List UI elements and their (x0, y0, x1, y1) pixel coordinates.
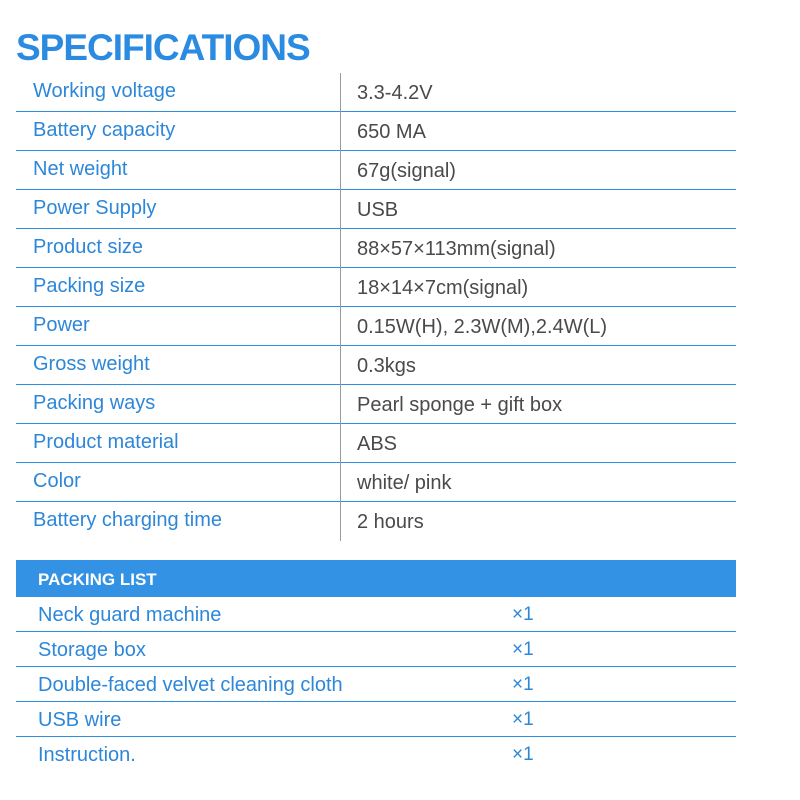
packing-item-qty: ×1 (512, 744, 534, 765)
packing-row (16, 667, 736, 702)
spec-value: 3.3-4.2V (357, 82, 433, 104)
packing-row (16, 702, 736, 737)
spec-row (16, 190, 736, 229)
spec-row (16, 268, 736, 307)
spec-value: 88×57×113mm(signal) (357, 238, 556, 260)
packing-row (16, 737, 736, 772)
column-divider (340, 73, 341, 541)
spec-value: 0.15W(H), 2.3W(M),2.4W(L) (357, 316, 608, 338)
spec-value: ABS (357, 433, 398, 455)
packing-row (16, 632, 736, 667)
spec-row (16, 424, 736, 463)
spec-value: white/ pink (357, 472, 452, 494)
spec-label: Working voltage (33, 80, 177, 102)
spec-row (16, 151, 736, 190)
specifications-table (16, 73, 736, 541)
spec-label: Packing size (33, 275, 146, 297)
spec-label: Packing ways (33, 392, 156, 414)
packing-item-name: Storage box (38, 639, 146, 661)
packing-list-header (16, 560, 736, 597)
spec-label: Gross weight (33, 353, 150, 375)
spec-value: 0.3kgs (357, 355, 416, 377)
spec-label: Product size (33, 236, 144, 258)
packing-item-qty: ×1 (512, 604, 534, 625)
spec-value: 18×14×7cm(signal) (357, 277, 529, 299)
spec-label: Power Supply (33, 197, 157, 219)
packing-list-table (16, 597, 736, 772)
spec-value: 650 MA (357, 121, 426, 143)
packing-item-name: Double-faced velvet cleaning cloth (38, 674, 343, 696)
packing-row (16, 597, 736, 632)
spec-label: Product material (33, 431, 179, 453)
spec-row (16, 346, 736, 385)
packing-item-qty: ×1 (512, 709, 534, 730)
packing-item-name: Neck guard machine (38, 604, 222, 626)
spec-value: 67g(signal) (357, 160, 456, 182)
spec-row (16, 73, 736, 112)
spec-value: USB (357, 199, 399, 221)
spec-value: 2 hours (357, 511, 424, 533)
packing-item-name: USB wire (38, 709, 122, 731)
page-title: SPECIFICATIONS (16, 27, 310, 68)
spec-row (16, 112, 736, 151)
spec-row (16, 502, 736, 541)
spec-label: Battery capacity (33, 119, 176, 141)
spec-row (16, 463, 736, 502)
packing-item-name: Instruction. (38, 744, 136, 766)
packing-item-qty: ×1 (512, 639, 534, 660)
spec-label: Color (33, 470, 81, 492)
spec-label: Power (33, 314, 90, 336)
packing-item-qty: ×1 (512, 674, 534, 695)
spec-row (16, 385, 736, 424)
spec-row (16, 307, 736, 346)
spec-row (16, 229, 736, 268)
spec-label: Net weight (33, 158, 128, 180)
spec-label: Battery charging time (33, 509, 222, 531)
spec-value: Pearl sponge + gift box (357, 394, 563, 416)
packing-list-title: PACKING LIST (38, 570, 157, 589)
